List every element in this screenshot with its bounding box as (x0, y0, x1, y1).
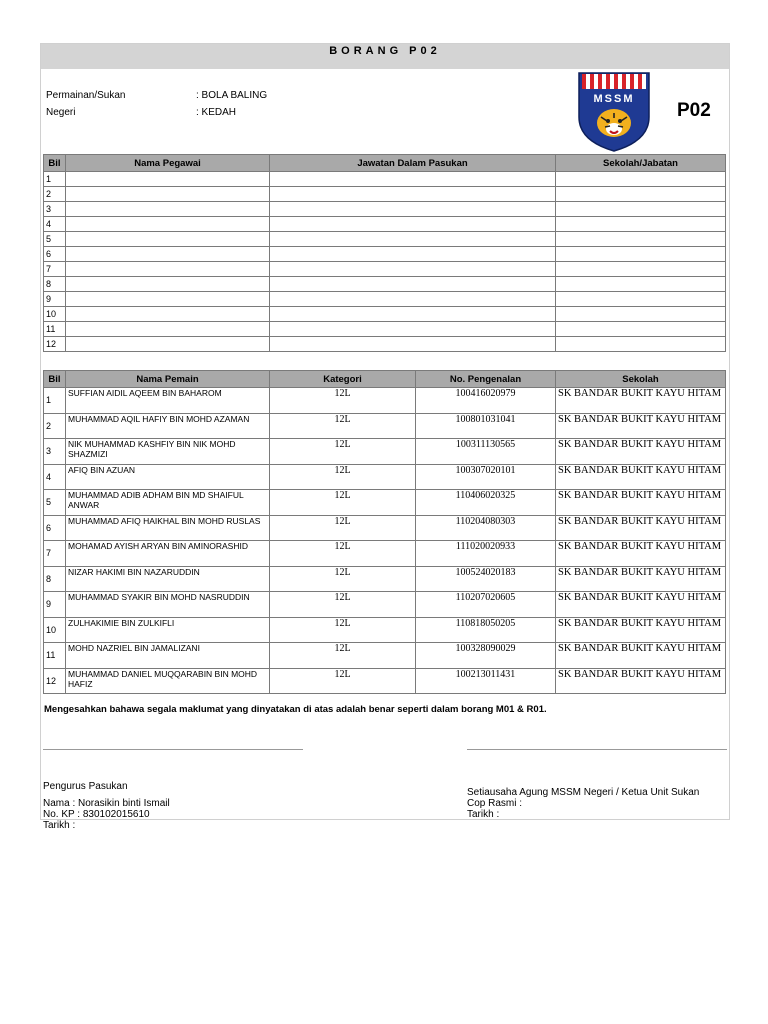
player-ic: 100801031041 (416, 413, 556, 439)
player-row (44, 515, 726, 541)
player-bil: 10 (44, 617, 66, 643)
form-title: BORANG P02 (41, 44, 729, 69)
manager-date: Tarikh : (43, 820, 76, 831)
player-bil: 2 (44, 413, 66, 439)
player-name: ZULHAKIMIE BIN ZULKIFLI (66, 617, 270, 643)
official-bil: 11 (44, 322, 66, 337)
player-kategori: 12L (270, 490, 416, 516)
player-school: SK BANDAR BUKIT KAYU HITAM (556, 566, 726, 592)
player-school: SK BANDAR BUKIT KAYU HITAM (556, 439, 726, 465)
secretary-role: Setiausaha Agung MSSM Negeri / Ketua Unit Sukan (467, 787, 700, 798)
officials-table (43, 154, 726, 352)
official-bil: 2 (44, 187, 66, 202)
official-cell (66, 337, 270, 352)
official-cell (66, 247, 270, 262)
player-school: SK BANDAR BUKIT KAYU HITAM (556, 388, 726, 414)
player-ic: 100307020101 (416, 464, 556, 490)
player-kategori: 12L (270, 617, 416, 643)
player-name: NIZAR HAKIMI BIN NAZARUDDIN (66, 566, 270, 592)
official-cell (556, 232, 726, 247)
player-school: SK BANDAR BUKIT KAYU HITAM (556, 617, 726, 643)
official-row (44, 187, 726, 202)
player-school: SK BANDAR BUKIT KAYU HITAM (556, 668, 726, 694)
official-bil: 7 (44, 262, 66, 277)
official-bil: 10 (44, 307, 66, 322)
official-bil: 6 (44, 247, 66, 262)
player-row (44, 592, 726, 618)
official-cell (556, 322, 726, 337)
official-cell (270, 187, 556, 202)
header-no-pengenalan: No. Pengenalan (416, 371, 556, 388)
player-row (44, 388, 726, 414)
official-row (44, 202, 726, 217)
official-bil: 5 (44, 232, 66, 247)
player-bil: 6 (44, 515, 66, 541)
player-name: MUHAMMAD AFIQ HAIKHAL BIN MOHD RUSLAS (66, 515, 270, 541)
official-bil: 3 (44, 202, 66, 217)
manager-ic: No. KP : 830102015610 (43, 809, 150, 820)
official-cell (66, 262, 270, 277)
logo-text: MSSM (593, 93, 635, 105)
official-cell (66, 217, 270, 232)
player-school: SK BANDAR BUKIT KAYU HITAM (556, 592, 726, 618)
official-cell (556, 202, 726, 217)
official-bil: 9 (44, 292, 66, 307)
player-kategori: 12L (270, 668, 416, 694)
player-kategori: 12L (270, 643, 416, 669)
header-jawatan: Jawatan Dalam Pasukan (270, 155, 556, 172)
official-cell (270, 277, 556, 292)
player-name: MUHAMMAD ADIB ADHAM BIN MD SHAIFUL ANWAR (66, 490, 270, 516)
player-row (44, 439, 726, 465)
header-bil: Bil (44, 155, 66, 172)
tiger-icon (597, 109, 631, 137)
official-cell (556, 292, 726, 307)
state-value: : KEDAH (196, 107, 237, 118)
form-p02 (40, 43, 730, 831)
official-cell (66, 187, 270, 202)
official-cell (66, 172, 270, 187)
player-row (44, 617, 726, 643)
player-bil: 4 (44, 464, 66, 490)
player-row (44, 413, 726, 439)
official-stamp: Cop Rasmi : (467, 798, 523, 809)
player-school: SK BANDAR BUKIT KAYU HITAM (556, 515, 726, 541)
player-ic: 100524020183 (416, 566, 556, 592)
player-kategori: 12L (270, 439, 416, 465)
player-school: SK BANDAR BUKIT KAYU HITAM (556, 464, 726, 490)
header-sekolah: Sekolah (556, 371, 726, 388)
player-ic: 100311130565 (416, 439, 556, 465)
header-nama-pegawai: Nama Pegawai (66, 155, 270, 172)
player-ic: 110406020325 (416, 490, 556, 516)
player-name: MOHAMAD AYISH ARYAN BIN AMINORASHID (66, 541, 270, 567)
official-row (44, 262, 726, 277)
player-name: SUFFIAN AIDIL AQEEM BIN BAHAROM (66, 388, 270, 414)
player-ic: 111020020933 (416, 541, 556, 567)
player-school: SK BANDAR BUKIT KAYU HITAM (556, 643, 726, 669)
player-bil: 5 (44, 490, 66, 516)
manager-name: Nama : Norasikin binti Ismail (43, 798, 170, 809)
player-row (44, 490, 726, 516)
official-row (44, 307, 726, 322)
official-bil: 12 (44, 337, 66, 352)
player-ic: 110818050205 (416, 617, 556, 643)
official-cell (270, 322, 556, 337)
player-bil: 12 (44, 668, 66, 694)
player-name: AFIQ BIN AZUAN (66, 464, 270, 490)
player-kategori: 12L (270, 566, 416, 592)
player-row (44, 668, 726, 694)
official-bil: 8 (44, 277, 66, 292)
player-kategori: 12L (270, 592, 416, 618)
player-ic: 100213011431 (416, 668, 556, 694)
official-cell (270, 247, 556, 262)
player-row (44, 464, 726, 490)
official-cell (270, 307, 556, 322)
official-row (44, 277, 726, 292)
player-row (44, 566, 726, 592)
player-school: SK BANDAR BUKIT KAYU HITAM (556, 541, 726, 567)
confirmation-text: Mengesahkan bahawa segala maklumat yang dinyatakan di atas adalah benar seperti dalam borang M01 & R01. (44, 704, 547, 715)
official-row (44, 292, 726, 307)
player-name: MOHD NAZRIEL BIN JAMALIZANI (66, 643, 270, 669)
players-table (43, 370, 726, 694)
official-row (44, 232, 726, 247)
official-cell (270, 202, 556, 217)
header-sekolah-jabatan: Sekolah/Jabatan (556, 155, 726, 172)
official-cell (270, 262, 556, 277)
official-row (44, 217, 726, 232)
player-name: MUHAMMAD AQIL HAFIY BIN MOHD AZAMAN (66, 413, 270, 439)
manager-role: Pengurus Pasukan (43, 781, 128, 792)
player-kategori: 12L (270, 388, 416, 414)
official-bil: 4 (44, 217, 66, 232)
official-bil: 1 (44, 172, 66, 187)
official-cell (66, 322, 270, 337)
official-cell (66, 202, 270, 217)
player-name: NIK MUHAMMAD KASHFIY BIN NIK MOHD SHAZMIZI (66, 439, 270, 465)
official-row (44, 337, 726, 352)
official-row (44, 322, 726, 337)
official-cell (556, 277, 726, 292)
header-kategori: Kategori (270, 371, 416, 388)
official-cell (556, 172, 726, 187)
official-cell (66, 307, 270, 322)
player-school: SK BANDAR BUKIT KAYU HITAM (556, 490, 726, 516)
official-row (44, 172, 726, 187)
official-cell (556, 217, 726, 232)
signature-line-right (467, 749, 727, 750)
player-bil: 9 (44, 592, 66, 618)
official-cell (66, 292, 270, 307)
player-kategori: 12L (270, 515, 416, 541)
player-school: SK BANDAR BUKIT KAYU HITAM (556, 413, 726, 439)
secretary-date: Tarikh : (467, 809, 500, 820)
player-kategori: 12L (270, 541, 416, 567)
official-cell (556, 307, 726, 322)
official-cell (270, 172, 556, 187)
player-kategori: 12L (270, 413, 416, 439)
player-bil: 3 (44, 439, 66, 465)
player-row (44, 643, 726, 669)
official-cell (270, 232, 556, 247)
sport-label: Permainan/Sukan (46, 90, 126, 101)
official-row (44, 247, 726, 262)
official-cell (66, 277, 270, 292)
player-row (44, 541, 726, 567)
header-bil: Bil (44, 371, 66, 388)
official-cell (556, 337, 726, 352)
player-bil: 8 (44, 566, 66, 592)
player-bil: 11 (44, 643, 66, 669)
official-cell (556, 262, 726, 277)
mssm-logo (577, 71, 651, 153)
player-ic: 110204080303 (416, 515, 556, 541)
signature-line-left (43, 749, 303, 750)
player-ic: 100328090029 (416, 643, 556, 669)
player-name: MUHAMMAD SYAKIR BIN MOHD NASRUDDIN (66, 592, 270, 618)
player-name: MUHAMMAD DANIEL MUQQARABIN BIN MOHD HAFIZ (66, 668, 270, 694)
official-cell (556, 187, 726, 202)
header-nama-pemain: Nama Pemain (66, 371, 270, 388)
player-bil: 7 (44, 541, 66, 567)
sport-value: : BOLA BALING (196, 90, 268, 101)
state-label: Negeri (46, 107, 76, 118)
player-ic: 100416020979 (416, 388, 556, 414)
official-cell (66, 232, 270, 247)
official-cell (270, 292, 556, 307)
official-cell (270, 337, 556, 352)
form-code: P02 (677, 100, 711, 121)
player-ic: 110207020605 (416, 592, 556, 618)
player-bil: 1 (44, 388, 66, 414)
player-kategori: 12L (270, 464, 416, 490)
official-cell (556, 247, 726, 262)
official-cell (270, 217, 556, 232)
